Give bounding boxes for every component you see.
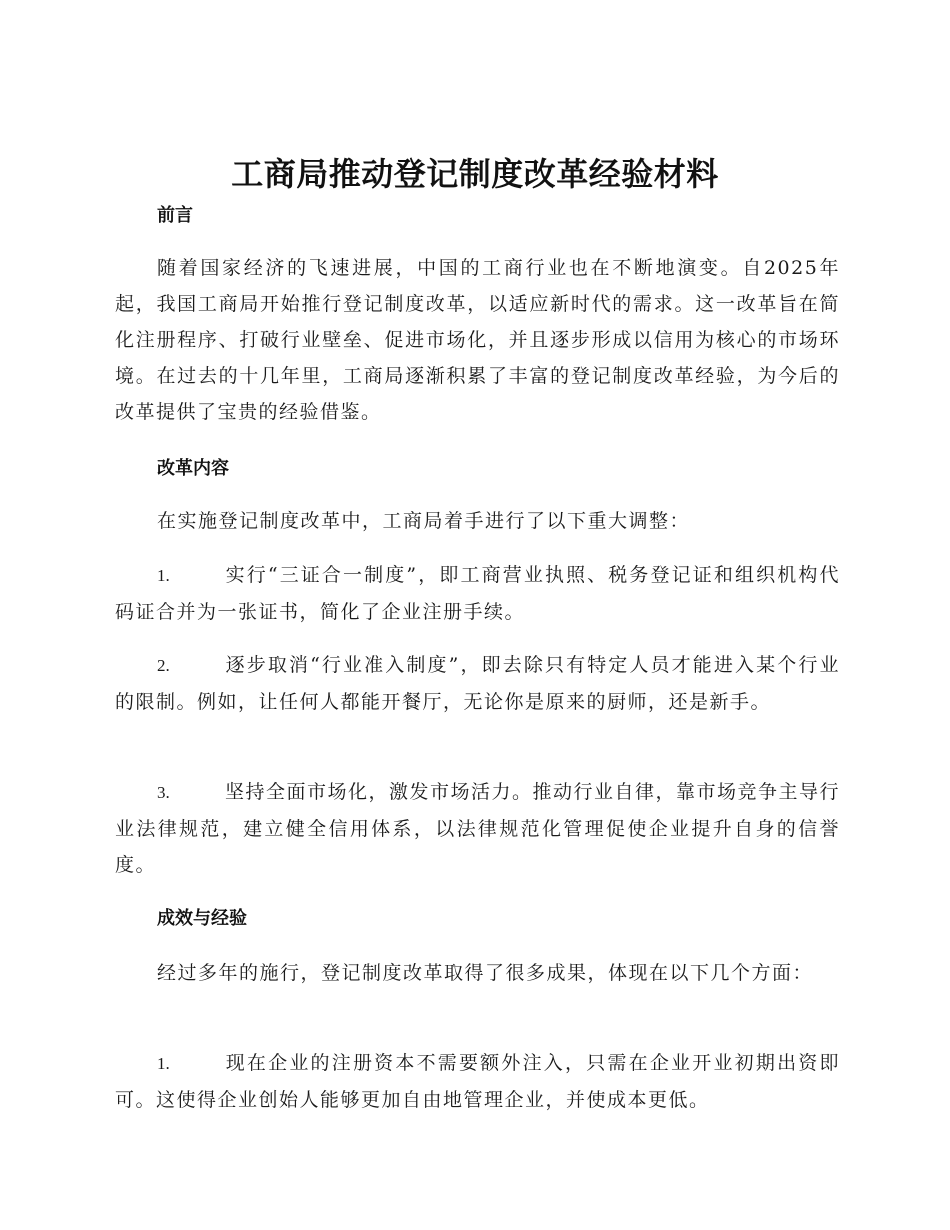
section-heading-reform: 改革内容 [157, 458, 229, 479]
document-title: 工商局推动登记制度改革经验材料 [231, 155, 719, 193]
reform-list-item [115, 557, 840, 630]
section-heading-preface: 前言 [157, 205, 193, 226]
reform-list-item [115, 647, 840, 720]
results-list-item [115, 1045, 840, 1118]
results-intro-paragraph: 经过多年的施行，登记制度改革取得了很多成果，体现在以下几个方面： [157, 962, 814, 984]
list-item-number: 3. [157, 783, 170, 802]
list-item-text: 实行“三证合一制度”，即工商营业执照、税务登记证和组织机构代码证合并为一张证书，简化了企业注册手续。 [115, 564, 840, 623]
section-heading-results: 成效与经验 [157, 908, 247, 929]
reform-list-item [115, 774, 840, 883]
reform-intro-paragraph: 在实施登记制度改革中，工商局着手进行了以下重大调整： [157, 510, 691, 532]
preface-paragraph: 随着国家经济的飞速进展，中国的工商行业也在不断地演变。自2025年起，我国工商局开始推行登记制度改革，以适应新时代的需求。这一改革旨在简化注册程序、打破行业壁垒、促进市场化，并且逐步形成以信用为核心的市场环境。在过去的十几年里，工商局逐渐积累了丰富的登记制度改革经验，为今后的改革提供了宝贵的经验借鉴。 [115, 257, 840, 423]
list-item-number: 2. [157, 656, 170, 675]
list-item-number: 1. [157, 1054, 170, 1073]
list-item-text: 坚持全面市场化，激发市场活力。推动行业自律，靠市场竞争主导行业法律规范，建立健全信用体系，以法律规范化管理促使企业提升自身的信誉度。 [115, 781, 841, 876]
list-item-number: 1. [157, 566, 170, 585]
list-item-text: 现在企业的注册资本不需要额外注入，只需在企业开业初期出资即可。这使得企业创始人能够更加自由地管理企业，并使成本更低。 [115, 1052, 840, 1111]
list-item-text: 逐步取消“行业准入制度”，即去除只有特定人员才能进入某个行业的限制。例如，让任何人都能开餐厅，无论你是原来的厨师，还是新手。 [115, 654, 840, 713]
